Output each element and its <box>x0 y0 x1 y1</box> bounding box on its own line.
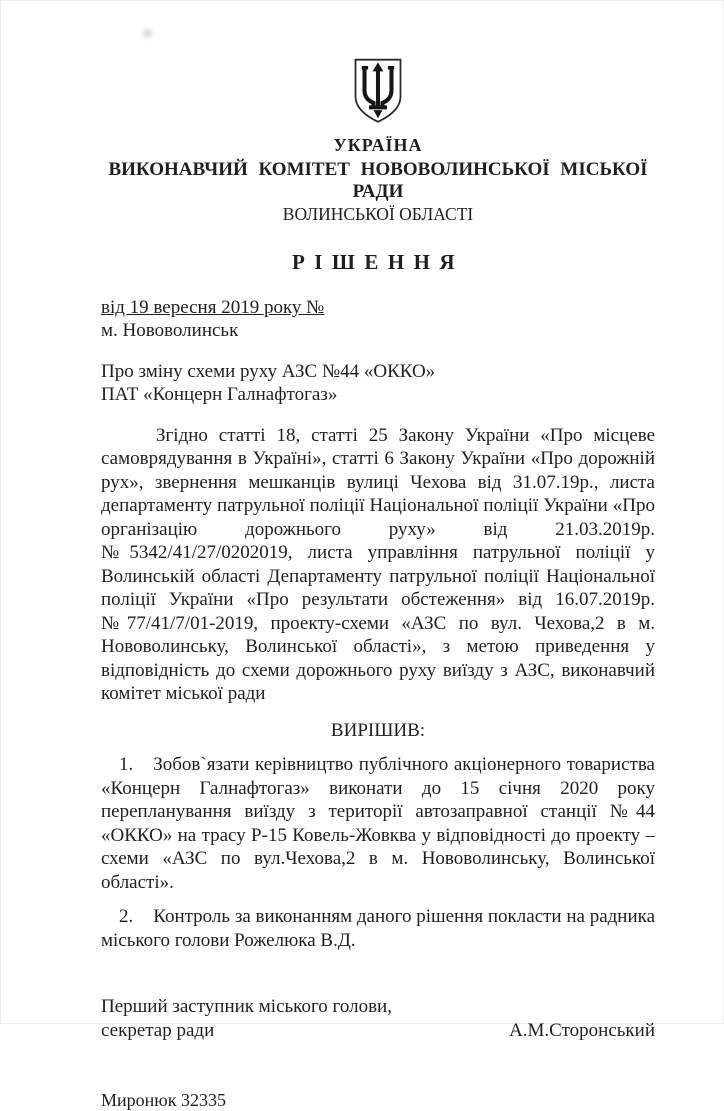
subject-line-2: ПАТ «Концерн Галнафтогаз» <box>101 384 338 406</box>
country-title: УКРАЇНА <box>333 135 423 155</box>
organization-region: ВОЛИНСЬКОЇ ОБЛАСТІ <box>282 204 474 225</box>
organization-name: ВИКОНАВЧИЙ КОМІТЕТ НОВОВОЛИНСЬКОЇ МІСЬКОЇ РАДИ <box>108 158 648 202</box>
decision-item-1 <box>101 753 655 894</box>
item-number: 1. <box>119 754 134 776</box>
date-line <box>101 296 655 320</box>
subject-line-1: Про зміну схеми руху АЗС №44 «ОККО» <box>101 360 436 382</box>
preamble-paragraph: Згідно статті 18, статті 25 Закону України «Про місцеве самоврядування в Україні», статті 6 Закону України «Про дорожній рух», звернення мешканців вулиці Чехова від 31.07.19р., листа департаменту патрульної поліції Національної поліції України «Про організацію дорожнього руху» від 21.03.2019р. №5342/41/27/0202019, листа управління патрульної поліції у Волинській області Департаменту патрульної поліції Національної поліції України «Про результати обстеження» від 16.07.2019р. №77/41/7/01-2019, проекту-схеми «АЗС по вул. Чехова,2 в м. Нововолинську, Волинської області», з метою приведення у відповідність до схеми дорожнього руху виїзду з АЗС, виконавчий комітет міської ради <box>101 424 655 705</box>
subject-block <box>101 360 655 407</box>
emblem-container <box>101 57 655 134</box>
scan-artifact <box>143 29 152 38</box>
signature-row <box>101 1019 655 1043</box>
date-text: від 19 вересня 2019 року № <box>101 296 325 318</box>
executor-reference: Миронюк 32335 <box>101 1090 226 1111</box>
ukraine-trident-emblem <box>339 57 417 129</box>
signatory-position-line-1: Перший заступник міського голови, <box>101 996 392 1018</box>
item-text: Контроль за виконанням даного рішення покласти на радника міського голови Рожелюка В.Д. <box>101 906 656 951</box>
signatory-name: А.М.Сторонський <box>509 1019 655 1041</box>
document-type-title: РІШЕННЯ <box>291 249 465 274</box>
signatory-position-line-2: секретар ради <box>101 1019 215 1041</box>
decision-word: ВИРІШИВ: <box>330 719 426 741</box>
signature-block <box>101 995 655 1042</box>
item-text: Зобов`язати керівництво публічного акціонерного товариства «Концерн Галнафтогаз» виконати до 15 січня 2020 року перепланування виїзду з території автозаправної станції №44 «ОККО» на трасу Р-15 Ковель-Жовква у відповідності до проекту – схеми «АЗС по вул.Чехова,2 в м. Нововолинську, Волинської області». <box>101 754 655 893</box>
item-number: 2. <box>119 906 134 928</box>
city-line: м. Нововолинськ <box>101 320 239 342</box>
decision-item-2 <box>101 905 655 952</box>
